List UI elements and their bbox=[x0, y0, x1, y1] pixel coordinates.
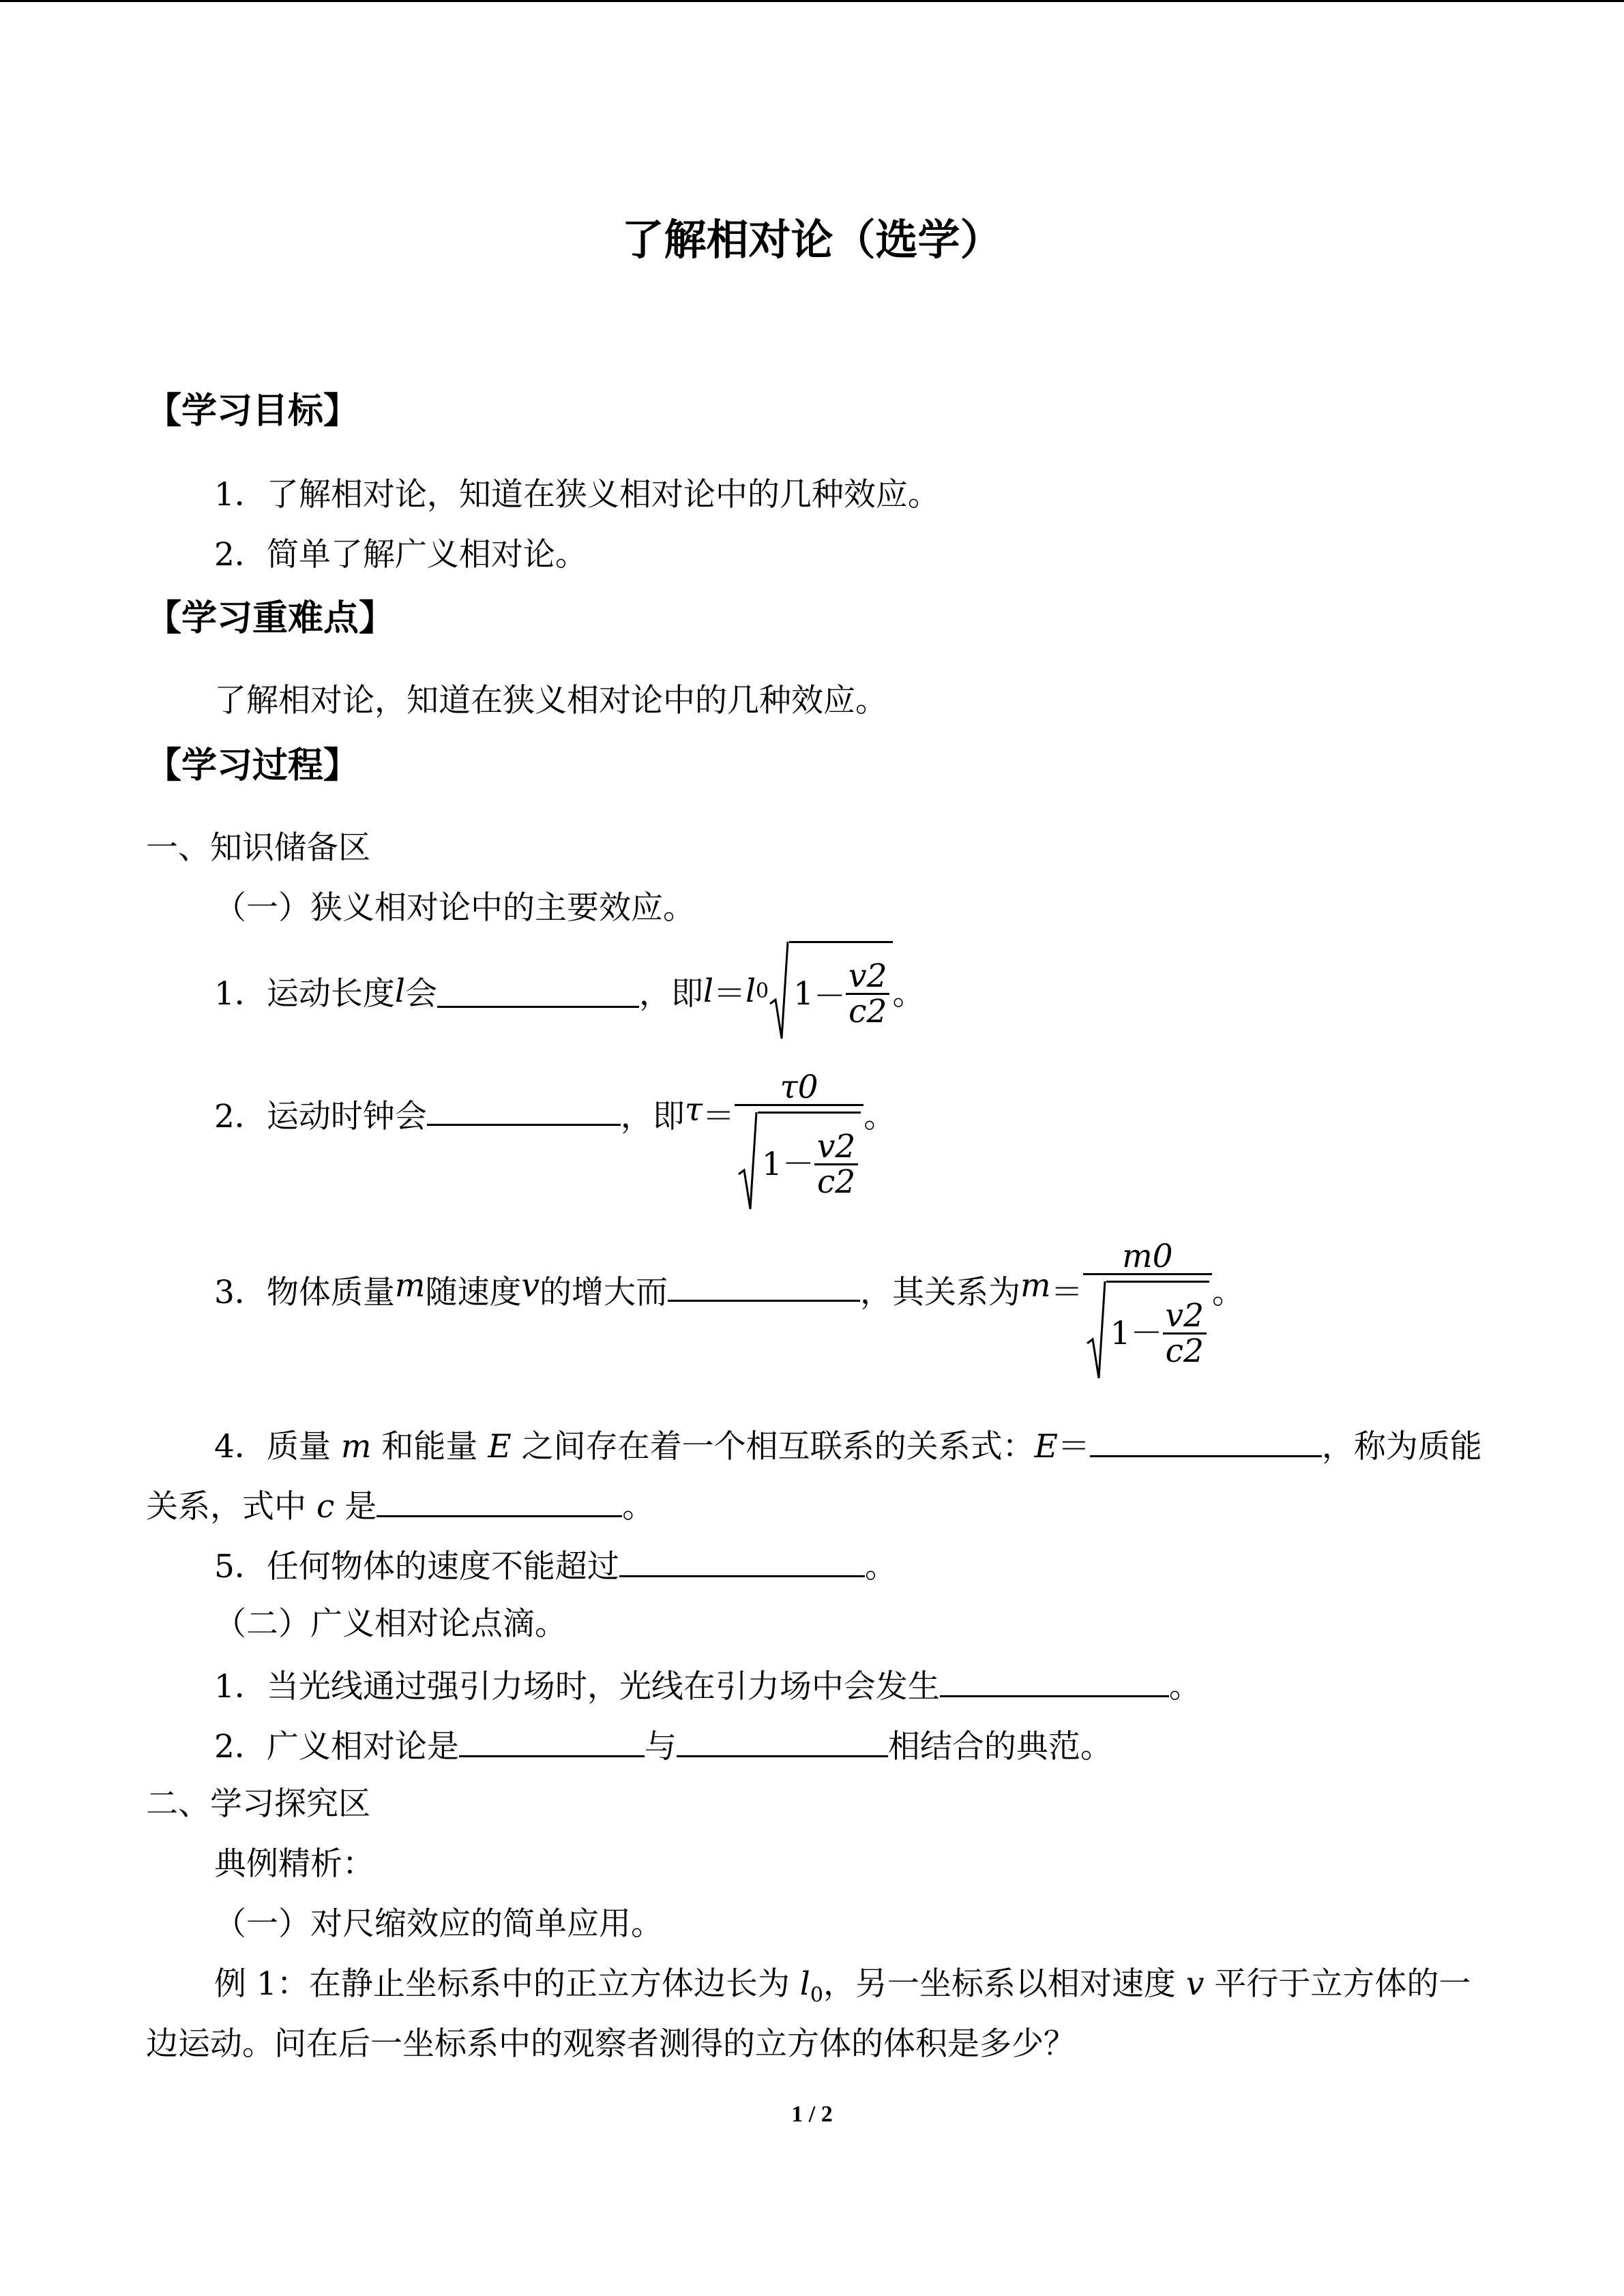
sqrt-symbol: 1 － $\frac{v2}{c2}$ bbox=[737, 1112, 861, 1211]
question-5: 5．任何物体的速度不能超过 。 bbox=[214, 1544, 897, 1587]
question-2: 2．运动时钟会 ，即 τ ＝ τ0 1 － $\frac{v2}{c2}$ 。 bbox=[214, 1071, 896, 1227]
answer-blank[interactable] bbox=[427, 1092, 621, 1126]
page-number: 1 / 2 bbox=[791, 2102, 833, 2127]
sqrt-symbol: 1 － $\frac{v2}{c2}$ bbox=[769, 941, 892, 1041]
answer-blank[interactable] bbox=[677, 1724, 888, 1757]
examples-label: 典例精析： bbox=[214, 1845, 374, 1883]
objective-item-1: 1．了解相对论，知道在狭义相对论中的几种效应。 bbox=[214, 476, 940, 513]
question-4-line-2: 关系，式中 c 是 。 bbox=[146, 1484, 654, 1527]
fraction: $\frac{v2}{c2}$ bbox=[846, 959, 889, 1029]
question-4: 4．质量 m 和能量 E 之间存在着一个相互联系的关系式：E＝ ，称为质能 bbox=[214, 1424, 1482, 1467]
answer-blank[interactable] bbox=[437, 974, 639, 1008]
question-3: 3．物体质量 m 随速度 v 的增大而 ，其关系为 m ＝ m0 1 － $\frac{v2}{c2}$ 。 bbox=[214, 1240, 1244, 1397]
fraction: m0 1 － $\frac{v2}{c2}$ bbox=[1083, 1240, 1212, 1380]
key-points-heading: 【学习重难点】 bbox=[146, 598, 395, 639]
sqrt-symbol: 1 － $\frac{v2}{c2}$ bbox=[1086, 1281, 1209, 1380]
part2-heading: 二、学习探究区 bbox=[146, 1785, 370, 1823]
answer-blank[interactable] bbox=[377, 1484, 622, 1517]
sub-heading-special: （一）狭义相对论中的主要效应。 bbox=[214, 889, 695, 927]
answer-blank[interactable] bbox=[619, 1544, 865, 1577]
answer-blank[interactable] bbox=[940, 1664, 1169, 1697]
question-1: 1．运动长度 l 会 ，即 l ＝ l 0 1 － $\frac{v2}{c2}$ 。 bbox=[214, 940, 925, 1042]
general-question-1: 1．当光线通过强引力场时，光线在引力场中会发生 。 bbox=[214, 1664, 1201, 1708]
part1-heading: 一、知识储备区 bbox=[146, 829, 370, 867]
example-1-line-2: 边运动。问在后一坐标系中的观察者测得的立方体的体积是多少？ bbox=[146, 2025, 1076, 2063]
sub-heading-length-contraction: （一）对尺缩效应的简单应用。 bbox=[214, 1905, 663, 1943]
answer-blank[interactable] bbox=[1090, 1424, 1322, 1457]
fraction: τ0 1 － $\frac{v2}{c2}$ bbox=[735, 1071, 863, 1211]
sub-heading-general: （二）广义相对论点滴。 bbox=[214, 1605, 567, 1643]
objectives-heading: 【学习目标】 bbox=[146, 391, 359, 432]
key-points-text: 了解相对论，知道在狭义相对论中的几种效应。 bbox=[214, 682, 887, 719]
process-heading: 【学习过程】 bbox=[146, 745, 359, 786]
example-1: 例 1：在静止坐标系中的正立方体边长为 $l_0$，另一坐标系以相对速度 v 平行于立方体的一 bbox=[214, 1965, 1471, 2008]
answer-blank[interactable] bbox=[668, 1268, 860, 1302]
answer-blank[interactable] bbox=[459, 1724, 645, 1757]
objective-item-2: 2．简单了解广义相对论。 bbox=[214, 536, 587, 573]
general-question-2: 2．广义相对论是 与 相结合的典范。 bbox=[214, 1724, 1112, 1768]
page-title: 了解相对论（选学） bbox=[621, 215, 1003, 265]
top-border bbox=[0, 0, 1624, 2]
